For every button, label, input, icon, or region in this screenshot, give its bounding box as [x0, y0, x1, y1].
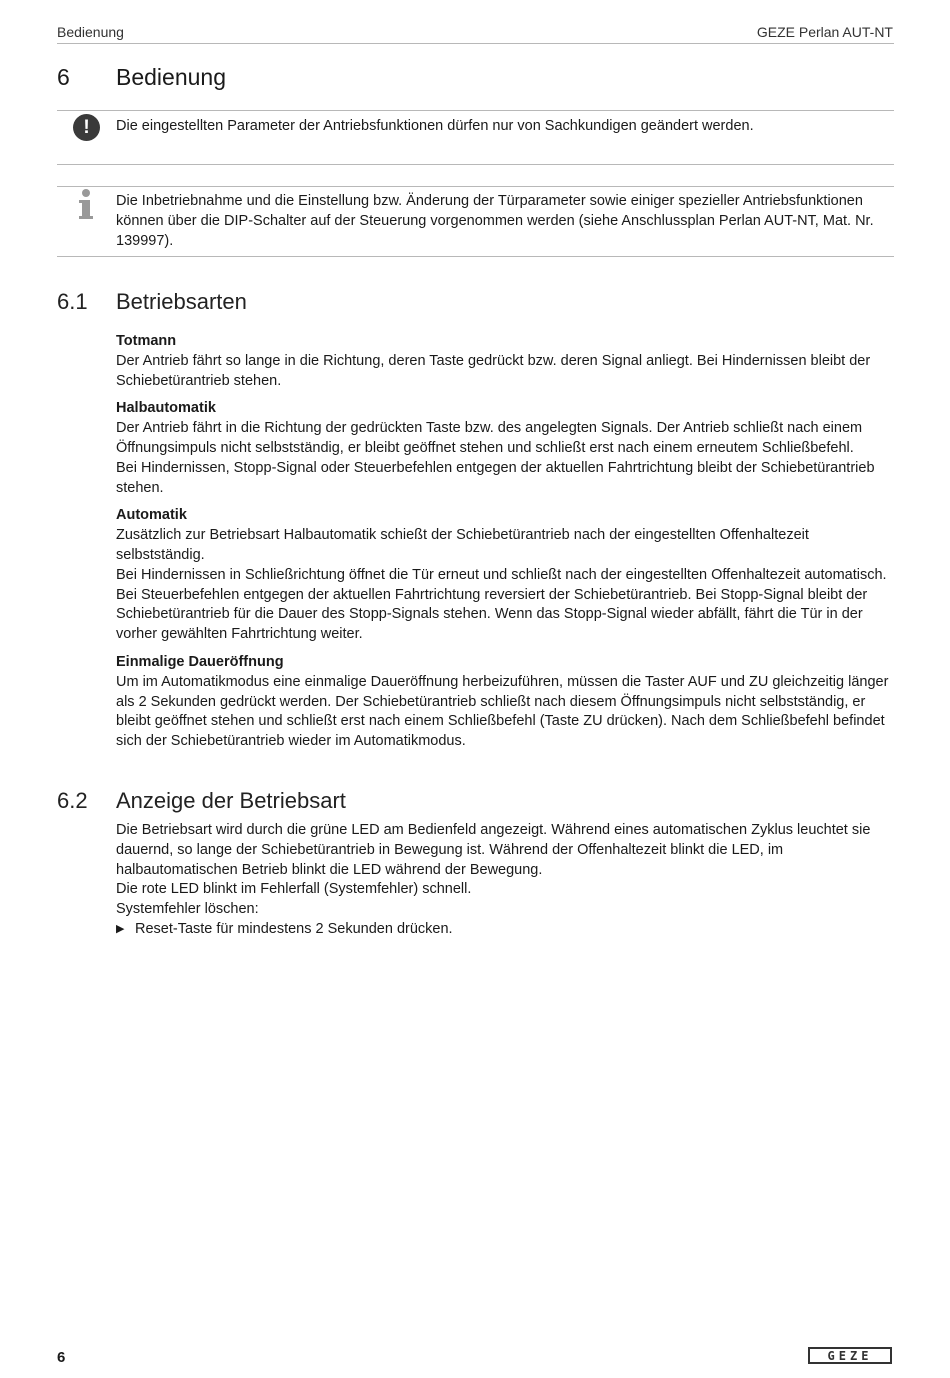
mode-text: Bei Hindernissen in Schließrichtung öffnet die Tür erneut und schließt nach der eingestellten Offenhaltezeit automatisch. Bei Steuerbefehlen entgegen der aktuellen Fahrtrichtung reversiert der Schiebetürantrieb. Bei Stopp-Signal bleibt der Schiebetürantrieb für die Dauer des Stopp-Signals stehen. Wenn das Stopp-Signal wieder abfällt, fährt die Tür in der vorher gewählten Fahrtrichtung weiter. — [116, 566, 887, 643]
mode-title: Totmann — [116, 333, 177, 349]
instruction-step — [116, 920, 894, 940]
page-number: 6 — [57, 1349, 66, 1366]
mode-title: Einmalige Daueröffnung — [116, 653, 284, 670]
operating-modes — [116, 332, 894, 760]
chapter-number: 6 — [57, 64, 70, 90]
section-number: 6.1 — [57, 289, 88, 314]
warning-top-divider — [57, 110, 894, 111]
mode-einmalige-daueroeffnung — [116, 653, 894, 752]
mode-title: Halbautomatik — [116, 400, 216, 417]
header-divider — [57, 43, 894, 44]
chapter-title: Bedienung — [116, 64, 226, 90]
mode-text: Um im Automatikmodus eine einmalige Daueröffnung herbeizuführen, müssen die Taster AUF und ZU gleichzeitig länger als 2 Sekunden gedrückt werden. Der Schiebetürantrieb schließt nach diesem Öffnungsimpuls nicht selbstständig, er bleibt geöffnet stehen und schließt erst nach einem Schließbefehl (Taste ZU drücken). Nach dem Schließbefehl befindet sich der Schiebetürantrieb wieder im Automatikmodus. — [116, 673, 889, 750]
section-number: 6.2 — [57, 788, 88, 813]
triangle-bullet-icon: ▶ — [116, 922, 125, 935]
warning-bottom-divider — [57, 164, 894, 165]
led-display-section — [116, 821, 894, 940]
info-top-divider — [57, 186, 894, 187]
mode-text: Der Antrieb fährt in die Richtung der gedrückten Taste bzw. des angelegten Signals. Der Antrieb schließt nach einem Öffnungsimpuls nicht selbstständig, er bleibt geöffnet stehen und schließt erst nach einem erneutem Schließbefehl. — [116, 420, 863, 456]
mode-text: Zusätzlich zur Betriebsart Halbautomatik schießt der Schiebetürantrieb nach der eingestellten Offenhaltezeit selbstständig. — [116, 527, 809, 563]
instruction-text: Reset-Taste für mindestens 2 Sekunden drücken. — [135, 920, 453, 937]
header-product-name: GEZE Perlan AUT-NT — [756, 24, 893, 40]
paragraph: Die Betriebsart wird durch die grüne LED am Bedienfeld angezeigt. Während eines automatischen Zyklus leuchtet sie dauernd, so lange der Schiebetürantrieb in Bewegung ist. Während der Offenhaltezeit blinkt die LED, im halbautomatischen Betrieb blinkt die LED während der Bewegung. — [116, 822, 871, 878]
mode-text: Der Antrieb fährt so lange in die Richtung, deren Taste gedrückt bzw. deren Signal anliegt. Bei Hindernissen bleibt der Schiebetürantrieb stehen. — [116, 352, 871, 389]
mode-totmann — [116, 332, 894, 391]
header-section-title: Bedienung — [57, 24, 124, 40]
mode-automatik — [116, 506, 894, 645]
paragraph: Systemfehler löschen: — [116, 901, 259, 918]
info-note: Die Inbetriebnahme und die Einstellung bzw. Änderung der Türparameter sowie einiger spezieller Antriebsfunktionen können über die DIP-Schalter auf der Steuerung vorgenommen werden (siehe Anschlussplan Perlan AUT-NT, Mat. Nr. 139997). — [116, 193, 874, 249]
info-icon — [74, 188, 98, 222]
section-title: Anzeige der Betriebsart — [116, 788, 346, 813]
info-bottom-divider — [57, 256, 894, 257]
exclamation-icon: ! — [73, 114, 100, 141]
paragraph: Die rote LED blinkt im Fehlerfall (Systemfehler) schnell. — [116, 881, 472, 898]
mode-title: Automatik — [116, 507, 187, 524]
section-title: Betriebsarten — [116, 289, 247, 314]
mode-halbautomatik — [116, 399, 894, 498]
geze-logo: GEZE — [808, 1347, 892, 1364]
mode-text: Bei Hindernissen, Stopp-Signal oder Steuerbefehlen entgegen der aktuellen Fahrtrichtung bleibt der Schiebetürantrieb stehen. — [116, 459, 875, 496]
warning-note: Die eingestellten Parameter der Antriebsfunktionen dürfen nur von Sachkundigen geändert werden. — [116, 118, 754, 134]
